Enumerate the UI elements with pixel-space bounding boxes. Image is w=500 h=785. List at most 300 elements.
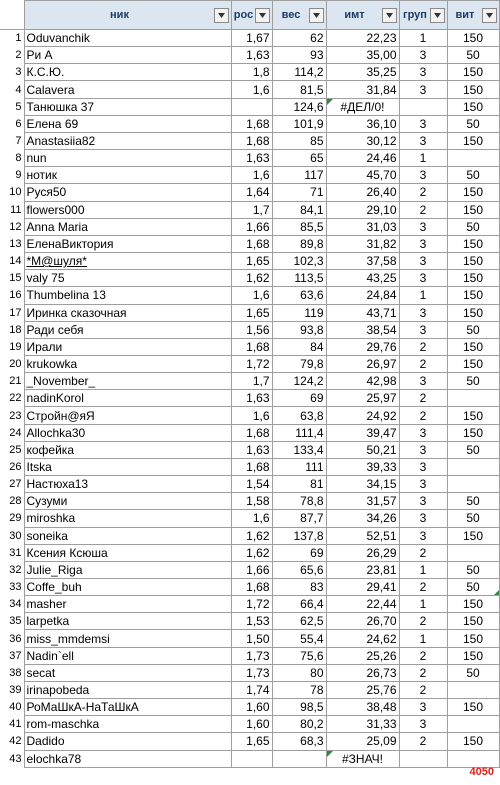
cell-vit[interactable]: 150 [447, 132, 499, 149]
cell-bmi[interactable]: 24,92 [326, 407, 399, 424]
cell-weight[interactable]: 84,1 [272, 201, 326, 218]
cell-bmi[interactable]: 23,81 [326, 561, 399, 578]
cell-nick[interactable]: Ради себя [24, 321, 231, 338]
cell-height[interactable]: 1,67 [231, 30, 272, 47]
cell-weight[interactable]: 69 [272, 390, 326, 407]
cell-vit[interactable]: 50 [447, 218, 499, 235]
cell-group[interactable]: 3 [399, 441, 447, 458]
cell-vit[interactable] [447, 458, 499, 475]
table-row [0, 321, 499, 338]
table-row [0, 184, 499, 201]
filter-dropdown-icon[interactable] [214, 8, 229, 23]
cell-height[interactable]: 1,62 [231, 544, 272, 561]
cell-bmi[interactable]: 50,21 [326, 441, 399, 458]
cell-nick[interactable]: flowers000 [24, 201, 231, 218]
cell-group[interactable]: 1 [399, 30, 447, 47]
row-number: 10 [0, 184, 24, 201]
cell-vit[interactable] [447, 716, 499, 733]
cell-height[interactable]: 1,65 [231, 253, 272, 270]
cell-weight[interactable]: 81 [272, 476, 326, 493]
cell-group[interactable]: 2 [399, 733, 447, 750]
cell-bmi[interactable]: 34,15 [326, 476, 399, 493]
cell-height[interactable]: 1,6 [231, 510, 272, 527]
filter-dropdown-icon[interactable] [430, 8, 445, 23]
table-row [0, 47, 499, 64]
cell-group[interactable]: 3 [399, 476, 447, 493]
cell-group[interactable]: 3 [399, 218, 447, 235]
cell-bmi[interactable]: 26,97 [326, 355, 399, 372]
cell-height[interactable]: 1,68 [231, 424, 272, 441]
filter-dropdown-icon[interactable] [309, 8, 324, 23]
cell-height[interactable]: 1,68 [231, 579, 272, 596]
column-header-nick[interactable] [24, 1, 231, 30]
cell-nick[interactable]: Itska [24, 458, 231, 475]
cell-height[interactable]: 1,62 [231, 527, 272, 544]
cell-nick[interactable]: Елена 69 [24, 115, 231, 132]
cell-height[interactable]: 1,56 [231, 321, 272, 338]
cell-group[interactable]: 3 [399, 270, 447, 287]
cell-vit[interactable]: 150 [447, 527, 499, 544]
cell-nick[interactable]: larpetka [24, 613, 231, 630]
cell-weight[interactable]: 78 [272, 681, 326, 698]
cell-vit[interactable]: 150 [447, 81, 499, 98]
cell-vit[interactable]: 50 [447, 561, 499, 578]
cell-nick[interactable]: Anna Maria [24, 218, 231, 235]
cell-nick[interactable]: ЕленаВиктория [24, 235, 231, 252]
column-header-height[interactable] [231, 1, 272, 30]
cell-vit[interactable]: 150 [447, 235, 499, 252]
cell-group[interactable]: 3 [399, 132, 447, 149]
cell-vit[interactable]: 150 [447, 407, 499, 424]
cell-nick[interactable]: irinapobeda [24, 681, 231, 698]
table-row [0, 287, 499, 304]
cell-vit[interactable]: 50 [447, 115, 499, 132]
cell-height[interactable]: 1,66 [231, 561, 272, 578]
cell-bmi[interactable]: 31,84 [326, 81, 399, 98]
cell-weight[interactable]: 69 [272, 544, 326, 561]
table-row [0, 235, 499, 252]
cell-group[interactable]: 2 [399, 647, 447, 664]
cell-bmi[interactable]: 34,26 [326, 510, 399, 527]
cell-group[interactable]: 2 [399, 407, 447, 424]
row-number: 40 [0, 699, 24, 716]
cell-weight[interactable]: 85 [272, 132, 326, 149]
cell-height[interactable]: 1,73 [231, 647, 272, 664]
cell-weight[interactable]: 113,5 [272, 270, 326, 287]
cell-vit[interactable]: 50 [447, 47, 499, 64]
cell-height[interactable]: 1,6 [231, 407, 272, 424]
cell-height[interactable]: 1,64 [231, 184, 272, 201]
cell-nick[interactable]: soneika [24, 527, 231, 544]
cell-bmi[interactable]: 35,00 [326, 47, 399, 64]
cell-height[interactable]: 1,72 [231, 355, 272, 372]
cell-bmi[interactable]: 38,54 [326, 321, 399, 338]
cell-height[interactable]: 1,6 [231, 167, 272, 184]
cell-group[interactable]: 3 [399, 253, 447, 270]
cell-bmi[interactable]: 38,48 [326, 699, 399, 716]
cell-nick[interactable]: нотик [24, 167, 231, 184]
cell-group[interactable]: 3 [399, 64, 447, 81]
cell-height[interactable]: 1,7 [231, 373, 272, 390]
cell-group[interactable]: 3 [399, 458, 447, 475]
cell-group[interactable]: 1 [399, 561, 447, 578]
table-row [0, 304, 499, 321]
cell-group[interactable]: 2 [399, 544, 447, 561]
cell-bmi[interactable]: 24,84 [326, 287, 399, 304]
cell-nick[interactable]: krukowka [24, 355, 231, 372]
cell-group[interactable]: 3 [399, 373, 447, 390]
cell-bmi[interactable]: 35,25 [326, 64, 399, 81]
cell-bmi[interactable]: 39,47 [326, 424, 399, 441]
cell-group[interactable]: 3 [399, 47, 447, 64]
cell-height[interactable]: 1,63 [231, 390, 272, 407]
cell-vit[interactable]: 150 [447, 424, 499, 441]
cell-nick[interactable]: Танюшка 37 [24, 98, 231, 115]
table-row [0, 579, 499, 596]
table-row [0, 64, 499, 81]
cell-group[interactable]: 3 [399, 304, 447, 321]
cell-bmi[interactable]: 43,71 [326, 304, 399, 321]
cell-weight[interactable]: 124,6 [272, 98, 326, 115]
cell-height[interactable]: 1,63 [231, 47, 272, 64]
cell-vit[interactable]: 150 [447, 596, 499, 613]
cell-height[interactable]: 1,68 [231, 458, 272, 475]
cell-weight[interactable]: 63,6 [272, 287, 326, 304]
cell-nick[interactable]: К.С.Ю. [24, 64, 231, 81]
cell-bmi[interactable]: 31,57 [326, 493, 399, 510]
cell-weight[interactable]: 133,4 [272, 441, 326, 458]
cell-weight[interactable]: 62,5 [272, 613, 326, 630]
cell-group[interactable]: 3 [399, 167, 447, 184]
cell-group[interactable]: 3 [399, 81, 447, 98]
cell-nick[interactable]: masher [24, 596, 231, 613]
cell-bmi[interactable]: 25,26 [326, 647, 399, 664]
table-row [0, 132, 499, 149]
cell-bmi[interactable]: 52,51 [326, 527, 399, 544]
cell-weight[interactable]: 65,6 [272, 561, 326, 578]
cell-nick[interactable]: _November_ [24, 373, 231, 390]
cell-nick[interactable]: nun [24, 150, 231, 167]
table-row [0, 390, 499, 407]
cell-weight[interactable]: 111 [272, 458, 326, 475]
cell-weight[interactable]: 114,2 [272, 64, 326, 81]
cell-weight[interactable]: 102,3 [272, 253, 326, 270]
cell-weight[interactable]: 85,5 [272, 218, 326, 235]
cell-bmi[interactable]: 26,73 [326, 664, 399, 681]
cell-bmi[interactable]: 26,70 [326, 613, 399, 630]
cell-height[interactable]: 1,63 [231, 441, 272, 458]
cell-height[interactable]: 1,63 [231, 150, 272, 167]
cell-nick[interactable]: nadinKorol [24, 390, 231, 407]
cell-nick[interactable]: Dadido [24, 733, 231, 750]
error-indicator-icon [327, 751, 333, 757]
cell-bmi[interactable]: 30,12 [326, 132, 399, 149]
cell-height[interactable]: 1,62 [231, 270, 272, 287]
cell-bmi[interactable]: 22,44 [326, 596, 399, 613]
cell-vit[interactable]: 50 [447, 579, 499, 596]
cell-height[interactable]: 1,66 [231, 218, 272, 235]
cell-vit[interactable]: 150 [447, 699, 499, 716]
cell-bmi[interactable]: #ЗНАЧ! [326, 750, 399, 767]
cell-vit[interactable]: 150 [447, 253, 499, 270]
cell-group[interactable]: 3 [399, 115, 447, 132]
cell-vit[interactable] [447, 150, 499, 167]
cell-nick[interactable]: РоМаШкА-НаТаШкА [24, 699, 231, 716]
cell-weight[interactable]: 84 [272, 338, 326, 355]
cell-group[interactable]: 3 [399, 493, 447, 510]
cell-bmi[interactable]: 39,33 [326, 458, 399, 475]
cell-group[interactable]: 3 [399, 699, 447, 716]
filter-dropdown-icon[interactable] [255, 8, 270, 23]
table-row [0, 201, 499, 218]
cell-bmi[interactable]: 31,03 [326, 218, 399, 235]
cell-height[interactable]: 1,6 [231, 287, 272, 304]
cell-vit[interactable] [447, 390, 499, 407]
cell-vit[interactable]: 150 [447, 270, 499, 287]
table-row [0, 647, 499, 664]
cell-bmi[interactable]: 25,76 [326, 681, 399, 698]
cell-vit[interactable]: 150 [447, 287, 499, 304]
cell-vit[interactable]: 150 [447, 630, 499, 647]
cell-group[interactable]: 3 [399, 424, 447, 441]
cell-vit[interactable]: 50 [447, 510, 499, 527]
cell-weight[interactable]: 119 [272, 304, 326, 321]
cell-vit[interactable]: 50 [447, 167, 499, 184]
cell-height[interactable]: 1,60 [231, 699, 272, 716]
cell-height[interactable] [231, 750, 272, 767]
cell-height[interactable]: 1,53 [231, 613, 272, 630]
cell-height[interactable]: 1,58 [231, 493, 272, 510]
filter-dropdown-icon[interactable] [482, 8, 497, 23]
cell-group[interactable]: 3 [399, 716, 447, 733]
cell-height[interactable] [231, 98, 272, 115]
cell-weight[interactable]: 93,8 [272, 321, 326, 338]
cell-group[interactable]: 2 [399, 201, 447, 218]
table-row [0, 338, 499, 355]
cell-bmi[interactable]: 37,58 [326, 253, 399, 270]
cell-vit[interactable]: 150 [447, 647, 499, 664]
cell-height[interactable]: 1,65 [231, 733, 272, 750]
cell-bmi[interactable]: 24,62 [326, 630, 399, 647]
cell-height[interactable]: 1,8 [231, 64, 272, 81]
cell-group[interactable]: 3 [399, 321, 447, 338]
cell-group[interactable] [399, 98, 447, 115]
cell-weight[interactable]: 101,9 [272, 115, 326, 132]
cell-group[interactable]: 2 [399, 338, 447, 355]
cell-vit[interactable]: 150 [447, 201, 499, 218]
row-number: 30 [0, 527, 24, 544]
cell-weight[interactable]: 117 [272, 167, 326, 184]
cell-nick[interactable]: Ксения Ксюша [24, 544, 231, 561]
cell-group[interactable]: 2 [399, 390, 447, 407]
cell-weight[interactable]: 79,8 [272, 355, 326, 372]
cell-vit[interactable]: 150 [447, 613, 499, 630]
cell-weight[interactable]: 62 [272, 30, 326, 47]
cell-nick[interactable]: rom-maschka [24, 716, 231, 733]
cell-group[interactable]: 2 [399, 184, 447, 201]
cell-bmi[interactable]: 24,46 [326, 150, 399, 167]
cell-height[interactable]: 1,7 [231, 201, 272, 218]
cell-weight[interactable]: 68,3 [272, 733, 326, 750]
cell-vit[interactable]: 150 [447, 184, 499, 201]
column-header-group[interactable] [399, 1, 447, 30]
cell-weight[interactable]: 66,4 [272, 596, 326, 613]
cell-group[interactable]: 3 [399, 527, 447, 544]
cell-group[interactable]: 2 [399, 579, 447, 596]
filter-dropdown-icon[interactable] [382, 8, 397, 23]
cell-weight[interactable]: 81,5 [272, 81, 326, 98]
cell-height[interactable]: 1,73 [231, 664, 272, 681]
cell-group[interactable]: 1 [399, 287, 447, 304]
cell-vit[interactable]: 50 [447, 664, 499, 681]
column-header-weight[interactable] [272, 1, 326, 30]
cell-bmi[interactable]: 25,97 [326, 390, 399, 407]
cell-height[interactable]: 1,74 [231, 681, 272, 698]
cell-height[interactable]: 1,60 [231, 716, 272, 733]
row-number: 5 [0, 98, 24, 115]
cell-weight[interactable]: 111,4 [272, 424, 326, 441]
cell-nick[interactable]: Thumbelina 13 [24, 287, 231, 304]
cell-nick[interactable]: Настюха13 [24, 476, 231, 493]
row-number: 16 [0, 287, 24, 304]
cell-vit[interactable]: 150 [447, 30, 499, 47]
cell-height[interactable]: 1,68 [231, 132, 272, 149]
cell-vit[interactable]: 150 [447, 98, 499, 115]
cell-weight[interactable]: 98,5 [272, 699, 326, 716]
cell-weight[interactable]: 80 [272, 664, 326, 681]
cell-bmi[interactable]: 43,25 [326, 270, 399, 287]
cell-vit[interactable]: 150 [447, 355, 499, 372]
cell-vit[interactable] [447, 681, 499, 698]
cell-nick[interactable]: кофейка [24, 441, 231, 458]
cell-bmi[interactable]: 31,82 [326, 235, 399, 252]
cell-vit[interactable]: 150 [447, 304, 499, 321]
cell-weight[interactable]: 78,8 [272, 493, 326, 510]
error-indicator-icon [327, 99, 333, 105]
cell-nick[interactable]: miss_mmdemsi [24, 630, 231, 647]
cell-height[interactable]: 1,72 [231, 596, 272, 613]
cell-bmi[interactable]: 36,10 [326, 115, 399, 132]
cell-vit[interactable]: 50 [447, 373, 499, 390]
row-number: 7 [0, 132, 24, 149]
cell-group[interactable]: 2 [399, 613, 447, 630]
cell-nick[interactable]: Сузуми [24, 493, 231, 510]
cell-height[interactable]: 1,68 [231, 115, 272, 132]
cell-height[interactable]: 1,68 [231, 235, 272, 252]
cell-bmi[interactable]: 45,70 [326, 167, 399, 184]
cell-nick[interactable]: Nadin`ell [24, 647, 231, 664]
cell-nick[interactable]: Иринка сказочная [24, 304, 231, 321]
cell-vit[interactable]: 150 [447, 733, 499, 750]
cell-weight[interactable]: 63,8 [272, 407, 326, 424]
cell-group[interactable]: 1 [399, 596, 447, 613]
cell-nick[interactable]: Oduvanchik [24, 30, 231, 47]
row-number: 13 [0, 235, 24, 252]
cell-nick[interactable]: elochka78 [24, 750, 231, 767]
cell-nick[interactable]: Allochka30 [24, 424, 231, 441]
cell-group[interactable]: 2 [399, 681, 447, 698]
cell-bmi[interactable]: 25,09 [326, 733, 399, 750]
cell-weight[interactable]: 89,8 [272, 235, 326, 252]
cell-nick[interactable]: miroshka [24, 510, 231, 527]
row-number: 6 [0, 115, 24, 132]
cell-vit[interactable]: 50 [447, 321, 499, 338]
cell-weight[interactable]: 87,7 [272, 510, 326, 527]
cell-nick[interactable]: Руся50 [24, 184, 231, 201]
cell-nick[interactable]: Calavera [24, 81, 231, 98]
cell-height[interactable]: 1,54 [231, 476, 272, 493]
cell-weight[interactable] [272, 750, 326, 767]
cell-height[interactable]: 1,65 [231, 304, 272, 321]
cell-bmi[interactable]: 42,98 [326, 373, 399, 390]
cell-bmi[interactable]: 26,29 [326, 544, 399, 561]
cell-height[interactable]: 1,50 [231, 630, 272, 647]
cell-vit[interactable]: 50 [447, 493, 499, 510]
cell-nick[interactable]: Coffe_buh [24, 579, 231, 596]
row-number: 12 [0, 218, 24, 235]
column-header-bmi[interactable] [326, 1, 399, 30]
cell-group[interactable] [399, 750, 447, 767]
cell-vit[interactable]: 150 [447, 338, 499, 355]
cell-nick[interactable]: valy 75 [24, 270, 231, 287]
cell-bmi[interactable]: 29,10 [326, 201, 399, 218]
table-row [0, 81, 499, 98]
cell-weight[interactable]: 55,4 [272, 630, 326, 647]
row-number: 27 [0, 476, 24, 493]
cell-weight[interactable]: 80,2 [272, 716, 326, 733]
cell-vit[interactable] [447, 544, 499, 561]
column-header-vit[interactable] [447, 1, 499, 30]
cell-bmi[interactable]: 29,76 [326, 338, 399, 355]
cell-height[interactable]: 1,6 [231, 81, 272, 98]
cell-vit[interactable] [447, 476, 499, 493]
cell-group[interactable]: 3 [399, 510, 447, 527]
cell-nick[interactable]: Стройн@яЯ [24, 407, 231, 424]
grid-body [0, 30, 499, 768]
cell-weight[interactable]: 75,6 [272, 647, 326, 664]
cell-weight[interactable]: 83 [272, 579, 326, 596]
cell-vit[interactable]: 150 [447, 64, 499, 81]
row-number: 23 [0, 407, 24, 424]
cell-bmi[interactable]: 22,23 [326, 30, 399, 47]
cell-nick[interactable]: secat [24, 664, 231, 681]
cell-weight[interactable]: 137,8 [272, 527, 326, 544]
cell-group[interactable]: 1 [399, 150, 447, 167]
cell-bmi[interactable]: 29,41 [326, 579, 399, 596]
cell-bmi[interactable]: 31,33 [326, 716, 399, 733]
cell-vit[interactable]: 50 [447, 441, 499, 458]
cell-bmi[interactable]: #ДЕЛ/0! [326, 98, 399, 115]
cell-nick[interactable]: *M@шуля* [24, 253, 231, 270]
cell-group[interactable]: 2 [399, 355, 447, 372]
cell-nick[interactable]: Anastasiia82 [24, 132, 231, 149]
row-number: 42 [0, 733, 24, 750]
cell-nick[interactable]: Julie_Riga [24, 561, 231, 578]
cell-height[interactable]: 1,68 [231, 338, 272, 355]
cell-vit[interactable] [447, 750, 499, 767]
cell-weight[interactable]: 71 [272, 184, 326, 201]
cell-nick[interactable]: Ирали [24, 338, 231, 355]
cell-weight[interactable]: 93 [272, 47, 326, 64]
cell-group[interactable]: 3 [399, 235, 447, 252]
cell-group[interactable]: 1 [399, 630, 447, 647]
cell-nick[interactable]: Ри А [24, 47, 231, 64]
cell-weight[interactable]: 124,2 [272, 373, 326, 390]
table-row [0, 458, 499, 475]
cell-weight[interactable]: 65 [272, 150, 326, 167]
cell-bmi[interactable]: 26,40 [326, 184, 399, 201]
cell-group[interactable]: 2 [399, 664, 447, 681]
